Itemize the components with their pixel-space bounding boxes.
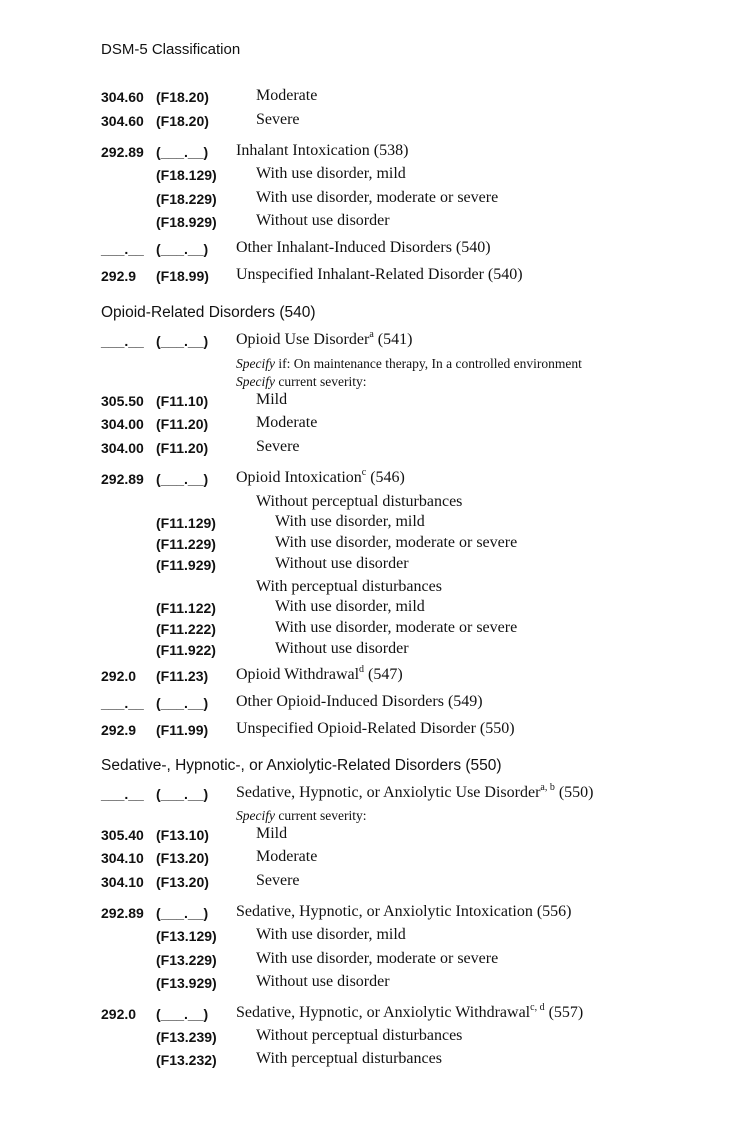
disorder-label: Moderate [256, 414, 318, 431]
icd9-code: 305.40 [101, 827, 144, 843]
classification-entry [0, 722, 742, 744]
classification-entry [0, 642, 742, 664]
icd10-code: (F13.20) [156, 850, 209, 866]
classification-entry [0, 167, 742, 189]
specifier-label: Specify [236, 808, 275, 823]
specifier-label: Specify [236, 374, 275, 389]
disorder-label: Other Inhalant-Induced Disorders (540) [236, 239, 491, 256]
icd9-code: ___.__ [101, 786, 144, 802]
disorder-label: Sedative, Hypnotic, or Anxiolytic Use Disorder$^{a, b}$ (550) [236, 781, 594, 801]
disorder-label: Unspecified Opioid-Related Disorder (550) [236, 720, 515, 737]
classification-entry [0, 928, 742, 950]
icd9-code: 292.89 [101, 144, 144, 160]
icd10-code: (___.__) [156, 905, 209, 921]
disorder-label: Sedative, Hypnotic, or Anxiolytic Intoxication (556) [236, 903, 572, 920]
classification-entry [0, 663, 742, 690]
disorder-label: Opioid Intoxication$^c$ (546) [236, 466, 405, 486]
icd10-code: (F11.929) [156, 557, 216, 573]
icd10-code: (F13.20) [156, 874, 209, 890]
classification-entry [0, 268, 742, 290]
disorder-label: Mild [256, 391, 288, 408]
disorder-label: Without use disorder [275, 640, 409, 657]
icd10-code: (F13.129) [156, 928, 217, 944]
icd10-code: (F18.229) [156, 191, 217, 207]
icd10-code: (F18.129) [156, 167, 217, 183]
classification-entry [0, 1001, 742, 1028]
icd9-code: 304.00 [101, 440, 144, 456]
icd10-code: (F13.239) [156, 1029, 217, 1045]
icd9-code: 304.60 [101, 89, 144, 105]
disorder-label: With use disorder, moderate or severe [256, 950, 499, 967]
icd10-code: (___.__) [156, 1006, 209, 1022]
disorder-label: With perceptual disturbances [256, 578, 442, 595]
icd9-code: 292.9 [101, 268, 137, 284]
classification-entry [0, 89, 742, 111]
disorder-label: With use disorder, mild [256, 926, 406, 943]
classification-entry [0, 393, 742, 415]
classification-entry [0, 440, 742, 462]
icd10-code: (F11.20) [156, 440, 209, 456]
disorder-label: Sedative, Hypnotic, or Anxiolytic Withdrawal$^{c, d}$ (557) [236, 1001, 584, 1021]
classification-entry [0, 1052, 742, 1074]
disorder-label: Without use disorder [256, 973, 390, 990]
icd10-code: (F18.99) [156, 268, 209, 284]
specifier-note: Specify current severity: [236, 374, 367, 389]
classification-entry [0, 827, 742, 849]
icd10-code: (F11.922) [156, 642, 216, 658]
icd10-code: (F11.122) [156, 600, 216, 616]
icd10-code: (F11.99) [156, 722, 209, 738]
classification-entry [0, 695, 742, 717]
icd10-code: (___.__) [156, 695, 209, 711]
icd9-code: 292.89 [101, 471, 144, 487]
icd9-code: 292.0 [101, 1006, 137, 1022]
icd10-code: (F13.232) [156, 1052, 217, 1068]
icd10-code: (___.__) [156, 144, 209, 160]
disorder-label: Opioid Use Disorder$^a$ (541) [236, 328, 413, 348]
icd10-code: (___.__) [156, 471, 209, 487]
classification-entry [0, 905, 742, 927]
icd10-code: (F13.10) [156, 827, 209, 843]
disorder-label: Without use disorder [256, 212, 390, 229]
disorder-label: Without perceptual disturbances [256, 1027, 463, 1044]
footnote-marker: a [369, 328, 374, 340]
disorder-label: With use disorder, moderate or severe [256, 189, 499, 206]
icd9-code: 304.00 [101, 416, 144, 432]
disorder-label: Mild [256, 825, 288, 842]
classification-entry [0, 466, 742, 493]
disorder-label: Severe [256, 111, 300, 128]
disorder-label: Severe [256, 438, 300, 455]
icd9-code: 305.50 [101, 393, 144, 409]
disorder-label: With perceptual disturbances [256, 1050, 442, 1067]
classification-entry [0, 113, 742, 135]
footnote-marker: c, d [530, 1001, 545, 1013]
section-heading: Sedative-, Hypnotic-, or Anxiolytic-Related Disorders (550) [101, 757, 502, 774]
icd10-code: (F13.929) [156, 975, 217, 991]
icd10-code: (F11.10) [156, 393, 209, 409]
classification-entry [0, 874, 742, 896]
icd10-code: (F13.229) [156, 952, 217, 968]
classification-entry [0, 144, 742, 166]
icd9-code: 292.0 [101, 668, 137, 684]
disorder-label: Other Opioid-Induced Disorders (549) [236, 693, 483, 710]
classification-entry [0, 850, 742, 872]
icd9-code: 304.10 [101, 850, 144, 866]
icd9-code: ___.__ [101, 695, 144, 711]
footnote-marker: c [361, 466, 367, 478]
disorder-label: Moderate [256, 87, 318, 104]
section-heading: Opioid-Related Disorders (540) [101, 304, 316, 321]
specifier-note: Specify if: On maintenance therapy, In a controlled environment [236, 356, 582, 371]
disorder-label: Moderate [256, 848, 318, 865]
page-header: DSM-5 Classification [101, 41, 241, 58]
icd9-code: ___.__ [101, 333, 144, 349]
classification-entry [0, 191, 742, 213]
icd10-code: (F18.20) [156, 113, 209, 129]
classification-entry [0, 557, 742, 579]
icd9-code: 292.9 [101, 722, 137, 738]
icd9-code: 304.10 [101, 874, 144, 890]
classification-entry [0, 416, 742, 438]
icd10-code: (F18.20) [156, 89, 209, 105]
classification-entry [0, 328, 742, 355]
footnote-marker: a, b [540, 781, 555, 793]
disorder-label: Without perceptual disturbances [256, 493, 463, 510]
icd9-code: 292.89 [101, 905, 144, 921]
disorder-label: With use disorder, mild [275, 598, 425, 615]
footnote-marker: d [359, 663, 365, 675]
disorder-label: With use disorder, moderate or severe [275, 619, 518, 636]
icd10-code: (___.__) [156, 333, 209, 349]
icd10-code: (F11.222) [156, 621, 216, 637]
icd10-code: (F11.129) [156, 515, 216, 531]
disorder-label: With use disorder, mild [256, 165, 406, 182]
disorder-label: Severe [256, 872, 300, 889]
disorder-label: Inhalant Intoxication (538) [236, 142, 409, 159]
icd10-code: (___.__) [156, 241, 209, 257]
classification-entry [0, 241, 742, 263]
disorder-label: Without use disorder [275, 555, 409, 572]
classification-entry [0, 952, 742, 974]
disorder-label: Unspecified Inhalant-Related Disorder (540) [236, 266, 523, 283]
icd10-code: (F11.20) [156, 416, 209, 432]
icd9-code: 304.60 [101, 113, 144, 129]
disorder-label: Opioid Withdrawal$^d$ (547) [236, 663, 403, 683]
icd10-code: (___.__) [156, 786, 209, 802]
classification-entry [0, 214, 742, 236]
specifier-note: Specify current severity: [236, 808, 367, 823]
icd10-code: (F11.23) [156, 668, 209, 684]
classification-entry [0, 975, 742, 997]
disorder-label: With use disorder, mild [275, 513, 425, 530]
icd9-code: ___.__ [101, 241, 144, 257]
icd10-code: (F18.929) [156, 214, 217, 230]
disorder-label: With use disorder, moderate or severe [275, 534, 518, 551]
classification-entry [0, 1029, 742, 1051]
classification-entry [0, 781, 742, 808]
icd10-code: (F11.229) [156, 536, 216, 552]
specifier-label: Specify [236, 356, 275, 371]
